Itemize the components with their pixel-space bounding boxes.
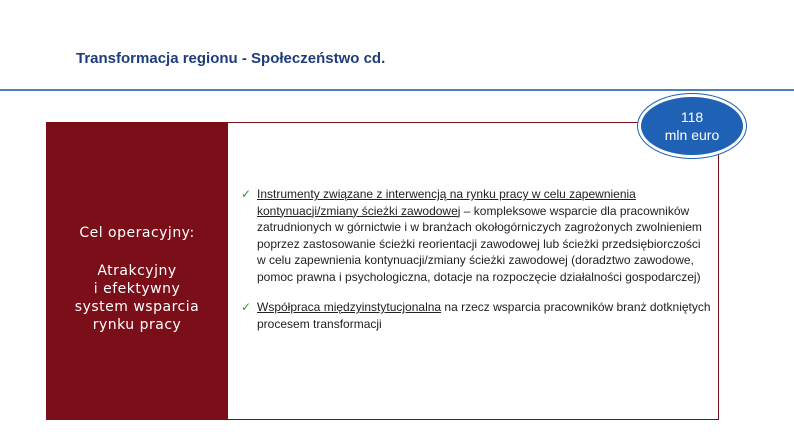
checkmark-icon: ✓ bbox=[241, 300, 252, 314]
objective-body bbox=[46, 262, 228, 334]
bullet-heading: Instrumenty związane z interwencją na rynku pracy w celu zapewnienia kontynuacji/zmiany ścieżki zawodowej bbox=[257, 187, 636, 218]
objective-text bbox=[46, 224, 228, 334]
objective-body-line: Atrakcyjny bbox=[97, 263, 177, 279]
objective-label: Cel operacyjny: bbox=[79, 225, 195, 241]
budget-badge bbox=[638, 94, 746, 158]
instrument-list bbox=[241, 186, 711, 346]
list-item bbox=[241, 186, 711, 285]
bullet-heading: Współpraca międzyinstytucjonalna bbox=[257, 300, 442, 314]
budget-amount: 118 bbox=[680, 109, 704, 125]
objective-body-line: rynku pracy bbox=[92, 317, 182, 333]
objective-body-line: system wsparcia bbox=[74, 299, 200, 315]
header-divider bbox=[0, 89, 794, 91]
list-item bbox=[241, 299, 711, 332]
objective-body-line: i efektywny bbox=[93, 281, 181, 297]
checkmark-icon: ✓ bbox=[241, 187, 252, 201]
bullet-text: na rzecz wsparcia pracowników branż dotkniętych procesem transformacji bbox=[257, 300, 711, 331]
budget-unit: mln euro bbox=[664, 127, 720, 143]
bullet-text: – kompleksowe wsparcie dla pracowników zatrudnionych w górnictwie i w branżach okołogórniczych zagrożonych zwolnieniem poprzez zastosowanie ścieżki reorientacji zawodowej lub ścieżki przedsiębiorczości w celu zapewnienia kontynuacji/zmiany ścieżki zawodowej (doradztwo zawodowe, pomoc prawna i psychologiczna, dotacje na rozpoczęcie działalności gospodarczej) bbox=[257, 203, 702, 284]
page-title: Transformacja regionu - Społeczeństwo cd. bbox=[76, 50, 386, 67]
